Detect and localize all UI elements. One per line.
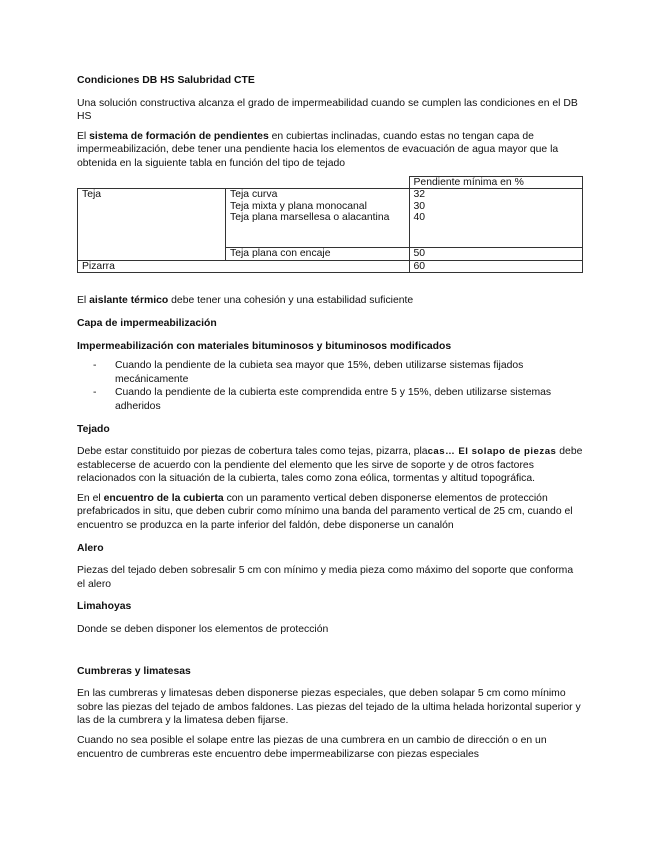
bullet-dash: -	[93, 360, 97, 372]
list-item	[77, 386, 583, 413]
pendientes-pre: El	[77, 130, 90, 142]
teja-values-cell	[409, 189, 583, 248]
tejado-heading: Tejado	[77, 423, 110, 435]
bullet-text: Cuando la pendiente de la cubieta sea mayor que 15%, deben utilizarse sistemas fijados mecánicamente	[115, 360, 524, 385]
teja-label-cell: Teja	[78, 189, 226, 261]
table-header-row	[78, 176, 583, 189]
teja-type: Teja mixta y plana monocanal	[230, 200, 367, 212]
teja-types-cell	[226, 189, 410, 248]
teja-type: Teja curva	[230, 189, 278, 201]
encuentro-pre: En el	[77, 492, 104, 504]
cumbreras-paragraph-1: En las cumbreras y limatesas deben disponerse piezas especiales, que deben solapar 5 cm como mínimo sobre las piezas del tejado de ambos faldones. Las piezas del tejado de la ultima helada horizontal superior y las de la cumbrera y la limatesa deben fijarse.	[77, 688, 581, 727]
bullet-text: Cuando la pendiente de la cubierta este comprendida entre 5 y 15%, deben utilizarse sistemas adheridos	[115, 387, 552, 412]
bullet-list	[77, 359, 583, 413]
encuentro-paragraph	[77, 492, 583, 533]
table-header-empty	[226, 176, 410, 189]
teja-value: 30	[413, 200, 426, 212]
tejado-spaced: cas… El solapo de piezas	[427, 446, 557, 458]
tejado-post: debe establecerse de acuerdo con la pendiente del elemento que les sirve de soporte y de otros factores relacionados con la situación de la cubierta, tales como zona eólica, tormentas y altitud topográfica.	[77, 446, 583, 485]
aislante-bold: aislante térmico	[89, 295, 169, 307]
pizarra-label-cell: Pizarra	[78, 260, 410, 273]
aislante-post: debe tener una cohesión y una estabilidad suficiente	[168, 295, 414, 307]
pendientes-paragraph	[77, 130, 583, 171]
bituminosos-heading: Impermeabilización con materiales bituminosos y bituminosos modificados	[77, 340, 452, 352]
cumbreras-heading: Cumbreras y limatesas	[77, 665, 191, 677]
slope-table	[77, 176, 583, 274]
teja-type: Teja plana marsellesa o alacantina	[230, 212, 390, 224]
teja-value: 40	[413, 212, 426, 224]
encaje-type-cell: Teja plana con encaje	[226, 248, 410, 261]
table-row-pizarra	[78, 260, 583, 273]
bullet-dash: -	[93, 387, 97, 399]
list-item	[77, 359, 583, 386]
alero-heading: Alero	[77, 542, 104, 554]
table-header-cell: Pendiente mínima en %	[409, 176, 583, 189]
intro-paragraph: Una solución constructiva alcanza el grado de impermeabilidad cuando se cumplen las condiciones en el DB HS	[77, 97, 578, 123]
aislante-paragraph	[77, 294, 583, 308]
pizarra-value-cell: 60	[409, 260, 583, 273]
capa-heading: Capa de impermeabilización	[77, 317, 217, 329]
aislante-pre: El	[77, 295, 90, 307]
pendientes-post: en cubiertas inclinadas, cuando estas no tengan capa de impermeabilización, debe tener una pendiente hacia los elementos de evacuación de agua mayor que la obtenida en la siguiente tabla en función del tipo de tejado	[77, 130, 559, 169]
teja-value: 32	[413, 189, 426, 201]
tejado-paragraph	[77, 445, 583, 486]
pendientes-bold: sistema de formación de pendientes	[89, 130, 269, 142]
document-title: Condiciones DB HS Salubridad CTE	[77, 75, 255, 86]
limahoyas-paragraph: Donde se deben disponer los elementos de protección	[77, 624, 329, 636]
cumbreras-paragraph-2: Cuando no sea posible el solape entre las piezas de una cumbrera en un cambio de dirección o en un encuentro de cumbreras este encuentro debe impermeabilizarse con piezas especiales	[77, 735, 547, 760]
encaje-value-cell: 50	[409, 248, 583, 261]
tejado-pre: Debe estar constituido por piezas de cobertura tales como tejas, pizarra, pla	[77, 446, 428, 458]
limahoyas-heading: Limahoyas	[77, 601, 132, 613]
table-header-empty	[78, 176, 226, 189]
alero-paragraph: Piezas del tejado deben sobresalir 5 cm con mínimo y media pieza como máximo del soporte que conforma el alero	[77, 565, 574, 590]
document-content	[77, 74, 583, 761]
encuentro-bold: encuentro de la cubierta	[103, 492, 224, 504]
encuentro-post: con un paramento vertical deben disponerse elementos de protección prefabricados in situ, que deben cubrir como mínimo una banda del paramento vertical de 25 cm, cuando el encuentro se produzca en la parte inferior del faldón, debe disponerse un canalón	[77, 492, 573, 532]
table-row-teja	[78, 189, 583, 248]
